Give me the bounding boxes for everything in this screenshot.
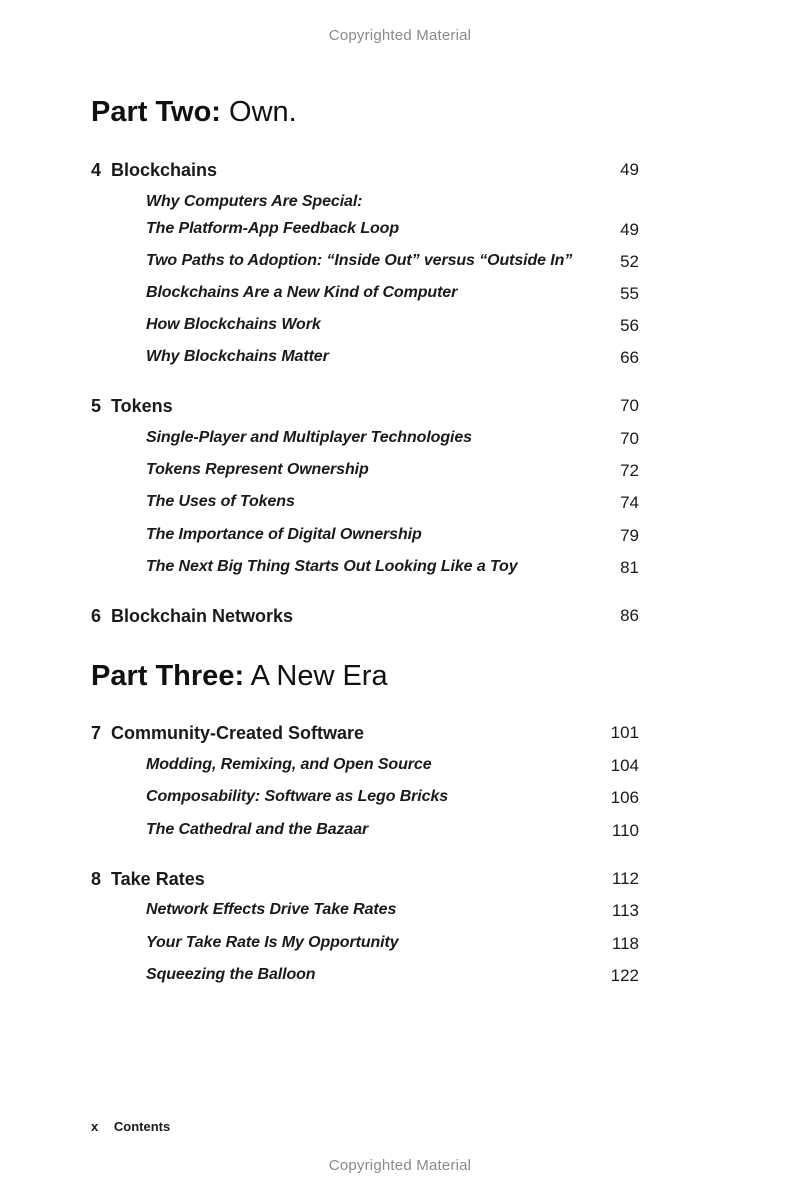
page-number: 118	[611, 934, 639, 953]
chapter-entry[interactable]	[91, 869, 639, 895]
page-number: 112	[611, 869, 639, 888]
section-entry[interactable]	[91, 252, 639, 278]
section-title-line1: Why Computers Are Special:	[146, 193, 363, 210]
page-number: 49	[620, 220, 639, 239]
section-entry[interactable]	[91, 934, 639, 960]
chapter-entry[interactable]	[91, 160, 639, 186]
section-entry[interactable]	[91, 348, 639, 374]
page-number: 113	[611, 901, 639, 920]
part-heading	[91, 96, 297, 129]
chapter-number: 5	[91, 396, 102, 416]
section-title: Two Paths to Adoption: “Inside Out” versus “Outside In”	[146, 252, 573, 269]
page-number: 66	[620, 348, 639, 367]
page-number: 101	[610, 723, 639, 742]
page-number: 106	[610, 788, 639, 807]
page-number: 74	[620, 493, 639, 512]
section-title-line2: The Platform-App Feedback Loop	[146, 220, 400, 237]
footer-page-number: x	[91, 1119, 99, 1134]
page-number: 86	[620, 606, 639, 625]
page-number: 55	[620, 284, 639, 303]
section-entry[interactable]	[91, 788, 639, 814]
page-number: 79	[620, 526, 639, 545]
section-entry[interactable]	[91, 316, 639, 342]
section-entry[interactable]	[91, 821, 639, 847]
part-label: Part Two:	[91, 96, 221, 128]
page-number: 49	[620, 160, 639, 179]
section-title: How Blockchains Work	[146, 316, 321, 333]
section-entry[interactable]	[91, 756, 639, 782]
chapter-title: Blockchains	[111, 160, 218, 180]
section-title: Single-Player and Multiplayer Technologies	[146, 429, 472, 446]
part-title: A New Era	[250, 660, 388, 692]
section-title: Modding, Remixing, and Open Source	[146, 756, 432, 773]
part-title: Own.	[229, 96, 297, 128]
chapter-number: 8	[91, 869, 102, 889]
section-entry[interactable]	[91, 966, 639, 992]
section-entry[interactable]	[91, 558, 639, 584]
section-entry[interactable]	[91, 493, 639, 519]
chapter-number: 7	[91, 723, 102, 743]
chapter-title: Tokens	[111, 396, 173, 416]
chapter-entry[interactable]	[91, 606, 639, 632]
section-title: The Importance of Digital Ownership	[146, 526, 422, 543]
page-number: 56	[620, 316, 639, 335]
section-entry[interactable]	[91, 901, 639, 927]
part-label: Part Three:	[91, 660, 245, 692]
chapter-title: Take Rates	[111, 869, 205, 889]
section-title: Your Take Rate Is My Opportunity	[146, 934, 399, 951]
page-number: 70	[620, 429, 639, 448]
chapter-entry[interactable]	[91, 723, 639, 749]
page-number: 72	[620, 461, 639, 480]
chapter-number: 6	[91, 606, 102, 626]
copyright-watermark-bottom: Copyrighted Material	[328, 1157, 472, 1174]
section-entry[interactable]	[91, 429, 639, 455]
chapter-number: 4	[91, 160, 102, 180]
section-title: Tokens Represent Ownership	[146, 461, 369, 478]
section-entry[interactable]	[91, 284, 639, 310]
section-title: The Uses of Tokens	[146, 493, 295, 510]
part-heading	[91, 660, 388, 693]
section-title: Network Effects Drive Take Rates	[146, 901, 397, 918]
chapter-title: Community-Created Software	[111, 723, 365, 743]
page-number: 104	[610, 756, 639, 775]
footer-section-label: Contents	[113, 1119, 171, 1134]
page-number: 70	[620, 396, 639, 415]
copyright-watermark-top: Copyrighted Material	[328, 27, 472, 44]
section-entry[interactable]	[91, 193, 639, 245]
page-footer	[91, 1119, 170, 1134]
section-title: Squeezing the Balloon	[146, 966, 316, 983]
section-title: The Cathedral and the Bazaar	[146, 821, 369, 838]
chapter-entry[interactable]	[91, 396, 639, 422]
chapter-title: Blockchain Networks	[111, 606, 294, 626]
section-title: The Next Big Thing Starts Out Looking Like a Toy	[146, 558, 518, 575]
page-number: 110	[611, 821, 639, 840]
section-title: Blockchains Are a New Kind of Computer	[146, 284, 458, 301]
section-title: Composability: Software as Lego Bricks	[146, 788, 449, 805]
section-title: Why Blockchains Matter	[146, 348, 329, 365]
section-entry[interactable]	[91, 526, 639, 552]
page-number: 81	[620, 558, 639, 577]
page-number: 52	[620, 252, 639, 271]
section-entry[interactable]	[91, 461, 639, 487]
page-number: 122	[610, 966, 639, 985]
